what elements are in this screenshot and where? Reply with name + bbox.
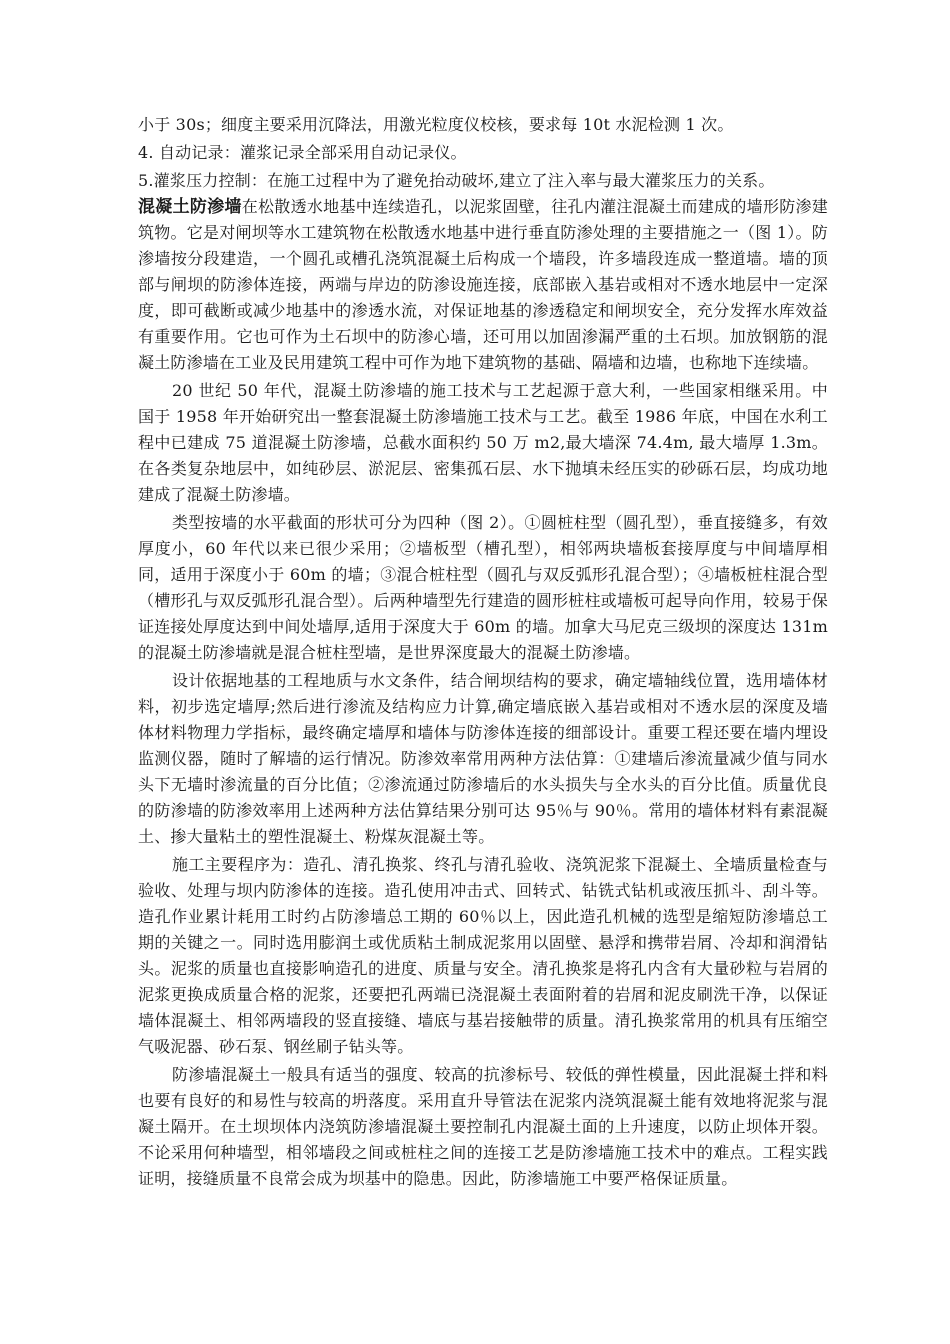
text-line-auto-record: 4. 自动记录：灌浆记录全部采用自动记录仪。 — [138, 143, 467, 162]
paragraph-concrete: 防渗墙混凝土一般具有适当的强度、较高的抗渗标号、较低的弹性模量，因此混凝土拌和料也要有良好的和易性与较高的坍落度。采用直升导管法在泥浆内浇筑混凝土能有效地将泥浆与混凝土隔开。在土坝坝体内浇筑防渗墙混凝土要控制孔内混凝土面的上升速度，以防止坝体开裂。不论采用何种墙型，相邻墙段之间或桩柱之间的连接工艺是防渗墙施工技术中的难点。工程实践证明，接缝质量不良常会成为坝基中的隐患。因此，防渗墙施工中要严格保证质量。 — [138, 1065, 828, 1188]
paragraph-types: 类型按墙的水平截面的形状可分为四种（图 2）。①圆桩柱型（圆孔型），垂直接缝多，有效厚度小，60 年代以来已很少采用；②墙板型（槽孔型），相邻两块墙板套接厚度与中间墙厚相同，适用于深度小于 60m 的墙；③混合桩柱型（圆孔与双反弧形孔混合型）；④墙板桩柱混合型（槽形孔与双反弧形孔混合型）。后两种墙型先行建造的圆形桩柱或墙板可起导向作用，较易于保证连接处厚度达到中间处墙厚,适用于深度大于 60m 的墙。加拿大马尼克三级坝的深度达 131m 的混凝土防渗墙就是混合桩柱型墙，是世界深度最大的混凝土防渗墙。 — [138, 513, 828, 662]
paragraph-construction: 施工主要程序为：造孔、清孔换浆、终孔与清孔验收、浇筑泥浆下混凝土、全墙质量检查与验收、处理与坝内防渗体的连接。造孔使用冲击式、回转式、钻铣式钻机或液压抓斗、刮斗等。造孔作业累计耗用工时约占防渗墙总工期的 60％以上，因此造孔机械的选型是缩短防渗墙总工期的关键之一。同时选用膨润土或优质粘土制成泥浆用以固壁、悬浮和携带岩屑、冷却和润滑钻头。泥浆的质量也直接影响造孔的进度、质量与安全。清孔换浆是将孔内含有大量砂粒与岩屑的泥浆更换成质量合格的泥浆，还要把孔两端已浇混凝土表面附着的岩屑和泥皮刷洗干净，以保证墙体混凝土、相邻两墙段的竖直接缝、墙底与基岩接触带的质量。清孔换浆常用的机具有压缩空气吸泥器、砂石泵、钢丝刷子钻头等。 — [138, 855, 828, 1056]
intro-paragraph — [138, 194, 828, 376]
document-body — [138, 112, 828, 1192]
section-heading: 混凝土防渗墙 — [138, 197, 242, 217]
paragraph-design: 设计依据地基的工程地质与水文条件，结合闸坝结构的要求，确定墙轴线位置，选用墙体材料，初步选定墙厚;然后进行渗流及结构应力计算,确定墙底嵌入基岩或相对不透水层的深度及墙体材料物理力学指标，最终确定墙厚和墙体与防渗体连接的细部设计。重要工程还要在墙内埋设监测仪器，随时了解墙的运行情况。防渗效率常用两种方法估算：①建墙后渗流量减少值与同水头下无墙时渗流量的百分比值；②渗流通过防渗墙后的水头损失与全水头的百分比值。质量优良的防渗墙的防渗效率用上述两种方法估算结果分别可达 95％与 90％。常用的墙体材料有素混凝土、掺大量粘土的塑性混凝土、粉煤灰混凝土等。 — [138, 671, 828, 846]
text-line-fineness: 小于 30s；细度主要采用沉降法，用激光粒度仪校核，要求每 10t 水泥检测 1 次。 — [138, 115, 734, 134]
paragraph-history: 20 世纪 50 年代，混凝土防渗墙的施工技术与工艺起源于意大利，一些国家相继采用。中国于 1958 年开始研究出一整套混凝土防渗墙施工技术与工艺。截至 1986 年底，中国在水利工程中已建成 75 道混凝土防渗墙，总截水面积约 50 万 m2,最大墙深 74.4m, 最大墙厚 1.3m。在各类复杂地层中，如纯砂层、淤泥层、密集孤石层、水下抛填未经压实的砂砾石层，均成功地建成了混凝土防渗墙。 — [138, 381, 828, 504]
text-line-pressure-control: 5.灌浆压力控制：在施工过程中为了避免抬动破坏,建立了注入率与最大灌浆压力的关系。 — [138, 171, 775, 190]
intro-body: 在松散透水地基中连续造孔，以泥浆固壁，往孔内灌注混凝土而建成的墙形防渗建筑物。它是对闸坝等水工建筑物在松散透水地基中进行垂直防渗处理的主要措施之一（图 1）。防渗墙按分段建造，一个圆孔或槽孔浇筑混凝土后构成一个墙段，许多墙段连成一整道墙。墙的顶部与闸坝的防渗体连接，两端与岸边的防渗设施连接，底部嵌入基岩或相对不透水地层中一定深度，即可截断或减少地基中的渗透水流，对保证地基的渗透稳定和闸坝安全，充分发挥水库效益有重要作用。它也可作为土石坝中的防渗心墙，还可用以加固渗漏严重的土石坝。加放钢筋的混凝土防渗墙在工业及民用建筑工程中可作为地下建筑物的基础、隔墙和边墙，也称地下连续墙。 — [138, 197, 829, 372]
